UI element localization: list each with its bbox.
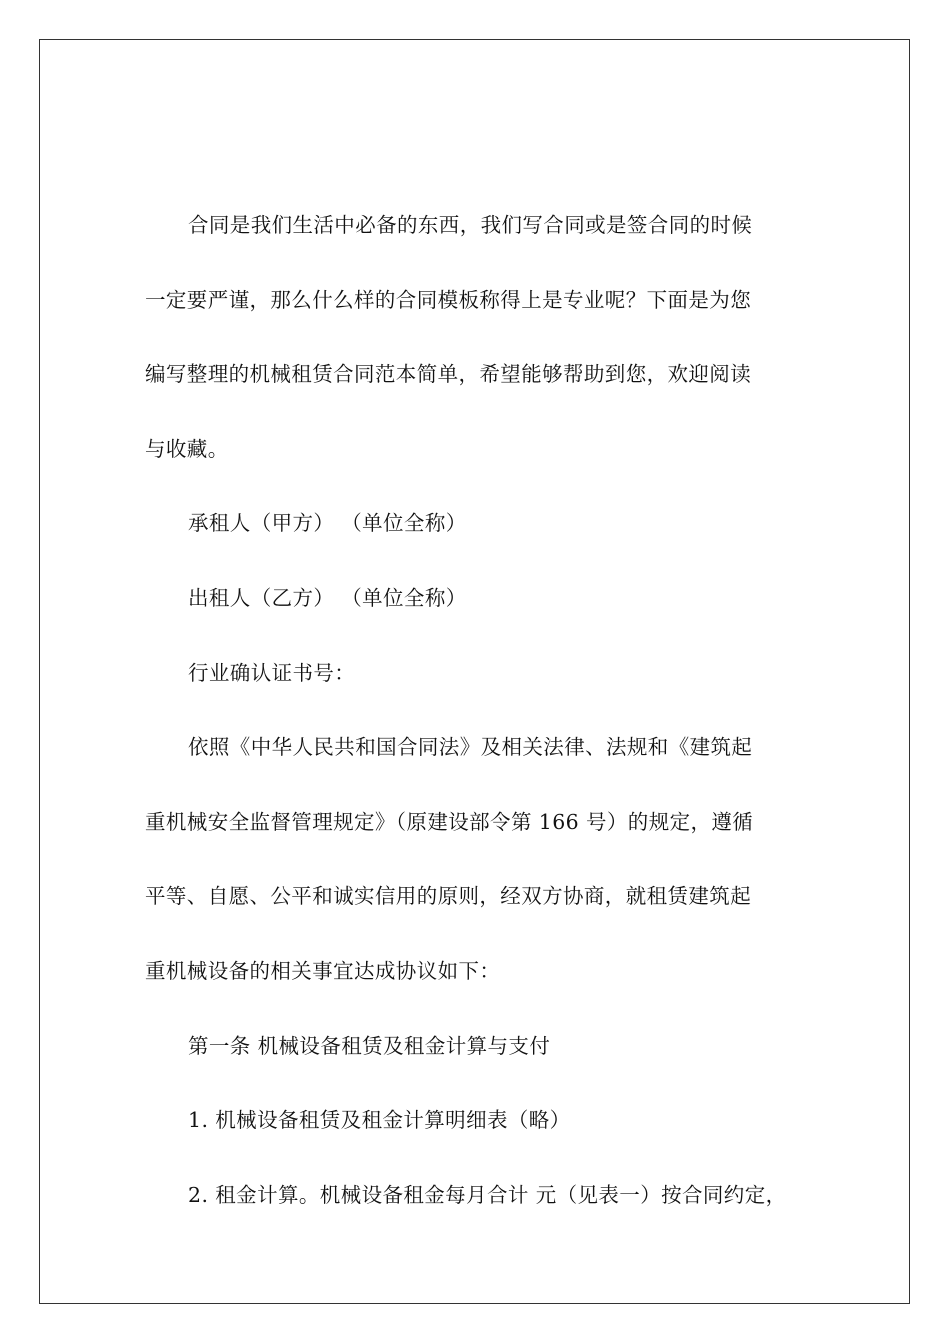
intro-paragraph-line: 一定要严谨，那么什么样的合同模板称得上是专业呢？下面是为您 xyxy=(145,287,752,312)
intro-paragraph-line: 编写整理的机械租赁合同范本简单，希望能够帮助到您，欢迎阅读 xyxy=(145,362,752,387)
article-heading: 第一条 机械设备租赁及租金计算与支付 xyxy=(188,1033,551,1058)
clause-item: 1. 机械设备租赁及租金计算明细表（略） xyxy=(188,1108,571,1133)
clause-item: 2. 租金计算。机械设备租金每月合计 元（见表一）按合同约定， xyxy=(188,1182,787,1207)
basis-paragraph-line: 重机械安全监督管理规定》（原建设部令第 166 号）的规定，遵循 xyxy=(145,809,754,834)
basis-paragraph-line: 平等、自愿、公平和诚实信用的原则，经双方协商，就租赁建筑起 xyxy=(145,884,752,909)
certificate-number-line: 行业确认证书号： xyxy=(188,660,356,685)
basis-paragraph-line: 重机械设备的相关事宜达成协议如下： xyxy=(145,958,501,983)
intro-paragraph-line: 与收藏。 xyxy=(145,436,229,461)
lessor-line: 出租人（乙方） （单位全称） xyxy=(188,585,467,610)
intro-paragraph-line: 合同是我们生活中必备的东西，我们写合同或是签合同的时候 xyxy=(188,213,753,237)
lessee-line: 承租人（甲方） （单位全称） xyxy=(188,511,467,536)
basis-paragraph-line: 依照《中华人民共和国合同法》及相关法律、法规和《建筑起 xyxy=(188,735,753,760)
document-body xyxy=(145,207,805,1251)
